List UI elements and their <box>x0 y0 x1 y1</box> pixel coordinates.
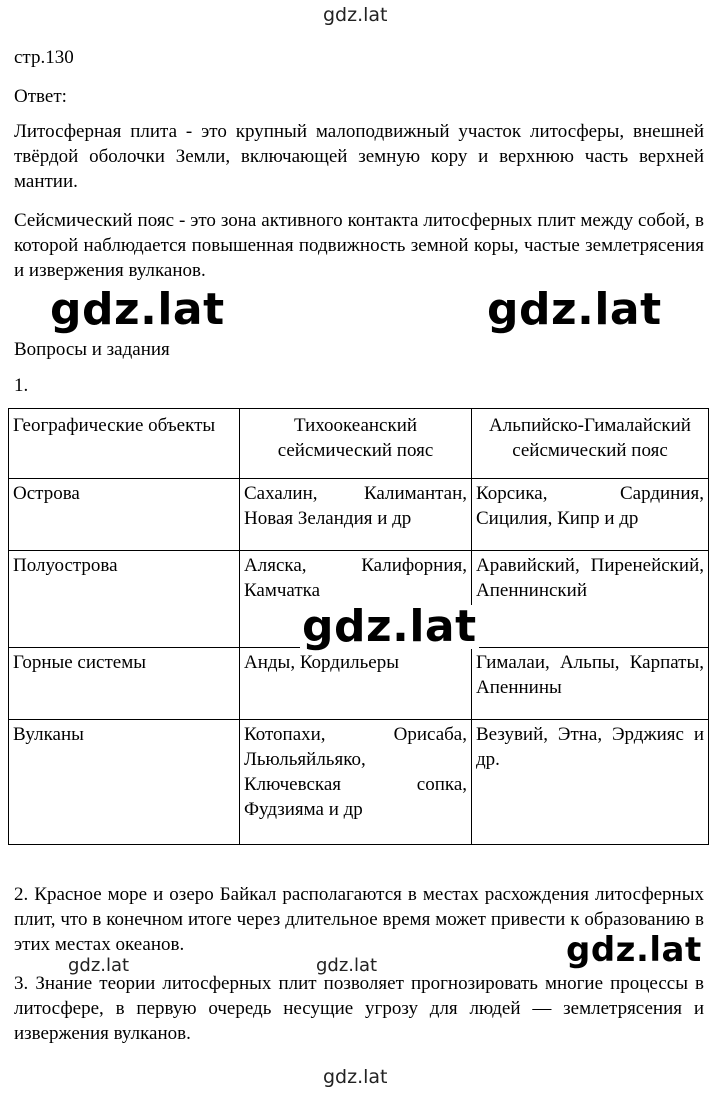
page-reference: стр.130 <box>14 47 74 68</box>
row-object-islands: Острова <box>9 479 240 551</box>
watermark-big-right: gdz.lat <box>487 284 662 335</box>
row-alpine-volcanoes: Везувий, Этна, Эрджияс и др. <box>472 720 709 845</box>
watermark-big-table: gdz.lat <box>302 601 477 652</box>
table-row <box>9 648 709 720</box>
table-row <box>9 720 709 845</box>
question-1-label: 1. <box>14 375 29 396</box>
watermark-big-left: gdz.lat <box>50 284 225 335</box>
answer-2: 2. Красное море и озеро Байкал располагаются в местах расхождения литосферных плит, что в конечном итоге через длительное время может привести к образованию в этих местах океанов. <box>14 884 704 955</box>
row-pacific-peninsulas: Аляска, Калифорния, Камчатка <box>240 551 472 648</box>
watermark-big-bottom-right: gdz.lat <box>566 930 702 970</box>
header-alpine-himalayan-belt: Альпийско-Гималайский сейсмический пояс <box>472 409 709 479</box>
answer-label: Ответ: <box>14 86 67 107</box>
answer-3: 3. Знание теории литосферных плит позволяет прогнозировать многие процессы в литосфере, в первую очередь несущие угрозу для людей — землетрясения и извержения вулканов. <box>14 973 704 1044</box>
row-pacific-islands: Сахалин, Калимантан, Новая Зеландия и др <box>240 479 472 551</box>
paragraph-lithospheric-plate: Литосферная плита - это крупный малоподвижный участок литосферы, внешней твёрдой оболочки Земли, включающей земную кору и верхнюю часть верхней мантии. <box>14 121 704 192</box>
row-object-volcanoes: Вулканы <box>9 720 240 845</box>
row-pacific-volcanoes: Котопахи, Орисаба, Льюльяйльяко, Ключевская сопка, Фудзияма и др <box>240 720 472 845</box>
section-title: Вопросы и задания <box>14 339 170 360</box>
table-row <box>9 479 709 551</box>
row-object-mountains: Горные системы <box>9 648 240 720</box>
watermark-top: gdz.lat <box>323 4 388 26</box>
watermark-bottom: gdz.lat <box>323 1066 388 1088</box>
row-object-peninsulas: Полуострова <box>9 551 240 648</box>
watermark-small-left: gdz.lat <box>68 955 130 976</box>
header-pacific-belt: Тихоокеанский сейсмический пояс <box>240 409 472 479</box>
paragraph-seismic-belt: Сейсмический пояс - это зона активного контакта литосферных плит между собой, в которой наблюдается повышенная подвижность земной коры, частые землетрясения и извержения вулканов. <box>14 210 704 281</box>
row-pacific-mountains: Анды, Кордильеры <box>240 648 472 720</box>
row-alpine-islands: Корсика, Сардиния, Сицилия, Кипр и др <box>472 479 709 551</box>
watermark-small-mid: gdz.lat <box>316 955 378 976</box>
row-alpine-mountains: Гималаи, Альпы, Карпаты, Апеннины <box>472 648 709 720</box>
row-alpine-peninsulas: Аравийский, Пиренейский, Апеннинский <box>472 551 709 648</box>
table-header-row <box>9 409 709 479</box>
header-geographic-objects: Географические объекты <box>9 409 240 479</box>
